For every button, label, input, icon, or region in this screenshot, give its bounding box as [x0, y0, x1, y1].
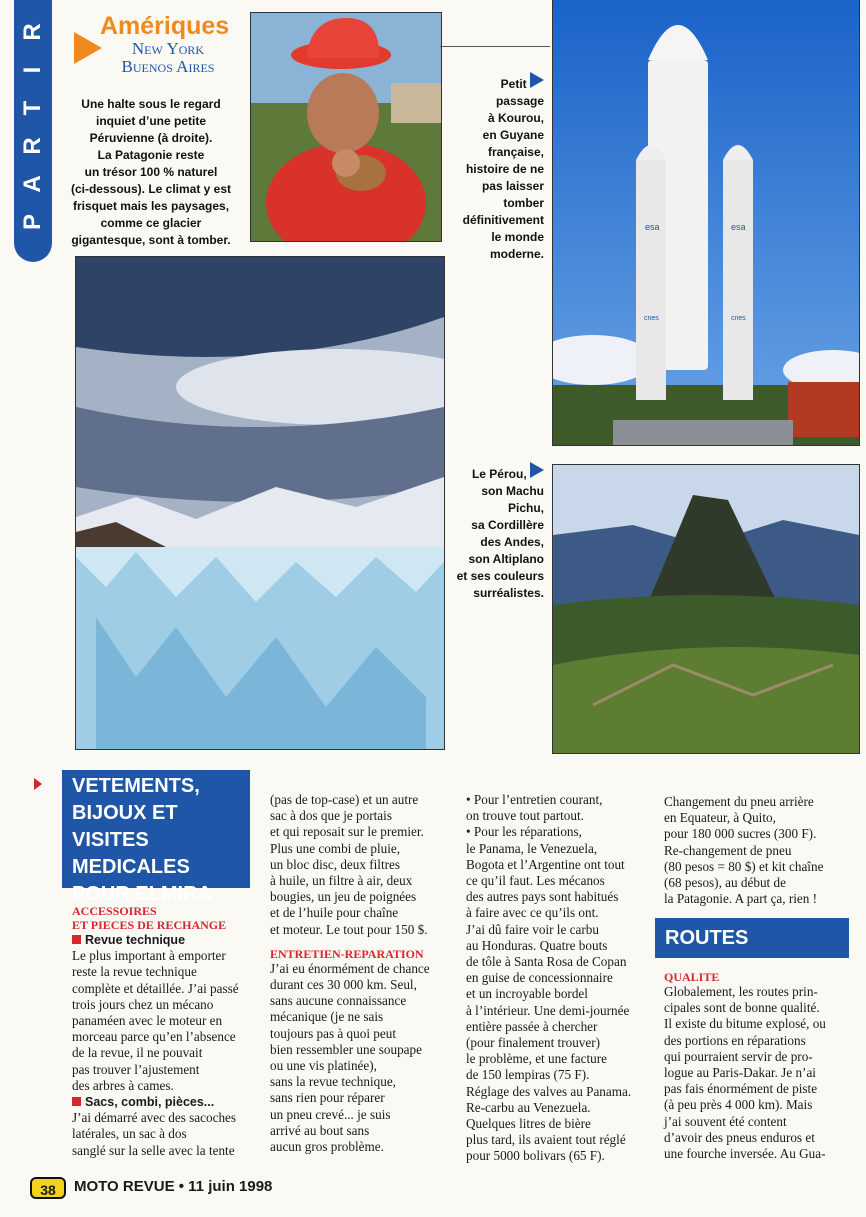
caption-line: le monde	[491, 230, 544, 244]
text-line: des autres pays sont habitués	[466, 889, 619, 905]
text-line: ou une vis platinée),	[270, 1058, 377, 1074]
text-line: trois jours chez un mécano	[72, 996, 214, 1012]
routes-heading: ROUTES	[655, 918, 849, 958]
text-line: et un incroyable bordel	[466, 986, 588, 1002]
subheading: ET PIECES DE RECHANGE	[72, 918, 227, 932]
text-line: j’ai souvent été content	[664, 1113, 787, 1129]
caption-line: passage	[495, 94, 544, 108]
article-column-2	[270, 792, 460, 1155]
caption-kourou	[446, 72, 544, 263]
text-line: • Pour les réparations,	[466, 824, 582, 840]
text-line: toujours pas à quoi peut	[270, 1025, 396, 1041]
text-line: des portions en réparations	[664, 1032, 806, 1048]
text-line: à huile, un filtre à air, deux	[270, 873, 413, 889]
cnes-logo: cnes	[644, 315, 659, 322]
red-square-icon	[72, 935, 81, 944]
subheading: ENTRETIEN-REPARATION	[270, 946, 424, 961]
text-line: Il existe du bitume explosé, ou	[664, 1016, 826, 1032]
text-line: pas trouver l’ajustement	[72, 1061, 200, 1077]
text-line: sanglé sur la selle avec la tente	[72, 1142, 235, 1158]
text-line: à l’intérieur. Une demi-journée	[466, 1002, 630, 1018]
caption-line: surréalistes.	[473, 586, 544, 600]
text-line: (à peu près 4 000 km). Mais	[664, 1097, 813, 1113]
caption-line: française,	[487, 145, 544, 159]
section-tab-partir	[14, 0, 52, 262]
caption-line: en Guyane	[482, 128, 544, 142]
caption-line: Pichu,	[507, 501, 544, 515]
caption-line: Péruvienne (à droite).	[89, 131, 213, 145]
subheading: ACCESSOIRES	[72, 904, 157, 918]
text-line: le Panama, le Venezuela,	[466, 840, 598, 856]
text-line: logue au Paris-Dakar. Je n’ai	[664, 1065, 816, 1081]
text-line: pour 5000 bolivars (65 F).	[466, 1148, 605, 1164]
article-column-1	[72, 904, 262, 1159]
text-line: de 150 lempiras (75 F).	[466, 1067, 590, 1083]
magazine-name: MOTO REVUE	[74, 1178, 175, 1195]
city-buenos-aires: Buenos Aires	[121, 57, 215, 76]
text-line: pas fais énormément de piste	[664, 1081, 818, 1097]
caption-line: son Machu	[481, 484, 544, 498]
caption-line: sa Cordillère	[471, 518, 544, 532]
city-new-york: New York	[131, 39, 205, 58]
caption-line: comme ce glacier	[100, 216, 202, 230]
text-line: sans rien pour réparer	[270, 1090, 385, 1106]
cnes-logo: cnes	[731, 315, 746, 322]
caption-line: et ses couleurs	[456, 569, 544, 583]
caption-line: pas laisser	[481, 179, 544, 193]
caption-line: son Altiplano	[468, 552, 544, 566]
tab-letter: P	[19, 214, 46, 231]
caption-line: frisquet mais les paysages,	[72, 199, 230, 213]
caption-line: inquiet d’une petite	[96, 114, 206, 128]
text-line: à faire avec ce qu’ils ont.	[466, 905, 599, 921]
text-line: et de l’huile pour chaîne	[270, 905, 399, 921]
text-line: en Equateur, à Quito,	[664, 810, 776, 826]
caption-line: Le Pérou,	[471, 467, 527, 481]
subheading: QUALITE	[664, 970, 720, 984]
caption-line: La Patagonie reste	[97, 148, 205, 162]
esa-logo: esa	[731, 222, 746, 232]
text-line: Bogota et l’Argentine ont tout	[466, 856, 625, 872]
headline-line: POUR ELMIRA	[72, 883, 212, 905]
text-line: mécanique (je ne sais	[270, 1009, 384, 1025]
text-line: on trouve tout partout.	[466, 808, 584, 824]
photo-patagonia-glacier	[75, 256, 445, 750]
caption-line: Petit	[500, 77, 527, 91]
text-line: durant ces 30 000 km. Seul,	[270, 977, 417, 993]
tab-letter: I	[19, 66, 46, 74]
esa-logo: esa	[645, 222, 660, 232]
caption-line: (ci-dessous). Le climat y est	[70, 182, 232, 196]
bullet-heading: Revue technique	[85, 933, 186, 947]
article-headline	[62, 770, 250, 905]
caption-line: des Andes,	[480, 535, 544, 549]
text-line: Plus une combi de pluie,	[270, 840, 401, 856]
text-line: (pas de top-case) et un autre	[270, 792, 419, 807]
tab-letter: R	[19, 137, 46, 155]
text-line: sans la revue technique,	[270, 1074, 396, 1090]
caption-perou	[446, 462, 544, 602]
text-line: Réglage des valves au Panama.	[466, 1083, 632, 1099]
text-line: qui pourraient servir de pro-	[664, 1048, 813, 1064]
red-marker-icon	[34, 778, 42, 790]
tab-letter: A	[19, 175, 46, 193]
text-line: (68 pesos), au début de	[664, 875, 786, 891]
article-column-4	[664, 794, 854, 907]
text-line: aucun gros problème.	[270, 1139, 384, 1155]
text-line: J’ai eu énormément de chance	[270, 960, 430, 976]
divider	[440, 46, 550, 47]
text-line: Re-changement de pneu	[664, 842, 792, 858]
text-line: cipales sont de bonne qualité.	[664, 1000, 820, 1016]
text-line: d’avoir des pneus enduros et	[664, 1129, 815, 1145]
text-line: morceau parce qu’en l’absence	[72, 1029, 236, 1045]
photo-machu-picchu	[552, 464, 860, 754]
text-line: de la revue, il ne pouvait	[72, 1045, 203, 1061]
caption-line: moderne.	[489, 247, 544, 261]
photo-peruvian-girl	[250, 12, 442, 242]
text-line: un bloc disc, deux filtres	[270, 856, 401, 872]
text-line: J’ai démarré avec des sacoches	[72, 1110, 237, 1126]
text-line: un pneu crevé... je suis	[270, 1106, 391, 1122]
text-line: • Pour l’entretien courant,	[466, 792, 603, 807]
text-line: bougies, un jeu de poignées	[270, 889, 417, 905]
caption-peru-patagonia	[62, 96, 240, 249]
footer-magazine: MOTO REVUE • 11 juin 1998	[74, 1178, 273, 1195]
text-line: arrivé au bout sans	[270, 1122, 370, 1138]
text-line: le problème, et une facture	[466, 1051, 607, 1067]
caption-line: à Kourou,	[488, 111, 544, 125]
text-line: complète et détaillée. J’ai passé	[72, 980, 239, 996]
caption-line: histoire de ne	[465, 162, 544, 176]
blue-arrow-icon	[530, 72, 544, 88]
photo-ariane-rocket	[552, 0, 860, 446]
text-line: Quelques litres de bière	[466, 1116, 591, 1132]
text-line: (pour finalement trouver)	[466, 1035, 601, 1051]
text-line: entière passée à chercher	[466, 1018, 598, 1034]
text-line: panaméen avec le moteur en	[72, 1013, 223, 1029]
text-line: en guise de concessionnaire	[466, 970, 613, 986]
caption-line: tomber	[503, 196, 544, 210]
text-line: pour 180 000 sucres (300 F).	[664, 826, 817, 842]
text-line: Globalement, les routes prin-	[664, 984, 818, 999]
tab-letter: T	[19, 100, 46, 116]
article-column-4-routes	[664, 970, 854, 1162]
caption-line: gigantesque, sont à tomber.	[71, 233, 231, 247]
region-title: Amériques	[100, 12, 230, 40]
caption-line: Une halte sous le regard	[81, 97, 221, 111]
issue-date: 11 juin 1998	[188, 1178, 273, 1195]
headline-line: MEDICALES	[72, 856, 190, 878]
cities	[108, 40, 228, 76]
text-line: sac à dos que je portais	[270, 808, 392, 824]
text-line: plus tard, ils avaient tout réglé	[466, 1132, 626, 1148]
text-line: de tôle à Santa Rosa de Copan	[466, 954, 627, 970]
text-line: reste la revue technique	[72, 964, 197, 980]
text-line: des arbres à cames.	[72, 1077, 174, 1093]
caption-line: définitivement	[462, 213, 544, 227]
text-line: J’ai dû faire voir le carbu	[466, 921, 599, 937]
text-line: une fourche inversée. Au Gua-	[664, 1146, 826, 1162]
text-line: Le plus important à emporter	[72, 948, 226, 964]
text-line: Re-carbu au Venezuela.	[466, 1099, 591, 1115]
headline-line: VETEMENTS,	[72, 775, 200, 797]
blue-arrow-icon	[530, 462, 544, 478]
headline-line: BIJOUX ET VISITES	[72, 802, 178, 851]
text-line: bien ressembler une soupape	[270, 1041, 422, 1057]
text-line: sans aucune connaissance	[270, 993, 407, 1009]
text-line: ce qu’il faut. Les mécanos	[466, 873, 605, 889]
text-line: et qui reposait sur le premier.	[270, 824, 424, 840]
text-line: Changement du pneu arrière	[664, 794, 814, 809]
text-line: latérales, un sac à dos	[72, 1126, 187, 1142]
orange-arrow-icon	[74, 32, 102, 64]
caption-line: un trésor 100 % naturel	[84, 165, 218, 179]
text-line: (80 pesos = 80 $) et kit chaîne	[664, 858, 824, 874]
page-number: 38	[30, 1177, 66, 1199]
red-square-icon	[72, 1097, 81, 1106]
article-column-3	[466, 792, 656, 1165]
text-line: et moteur. Le tout pour 150 $.	[270, 921, 428, 937]
tab-letter: R	[19, 23, 46, 41]
text-line: au Honduras. Quatre bouts	[466, 937, 608, 953]
bullet-heading: Sacs, combi, pièces...	[85, 1095, 215, 1110]
text-line: la Patagonie. A part ça, rien !	[664, 891, 818, 907]
